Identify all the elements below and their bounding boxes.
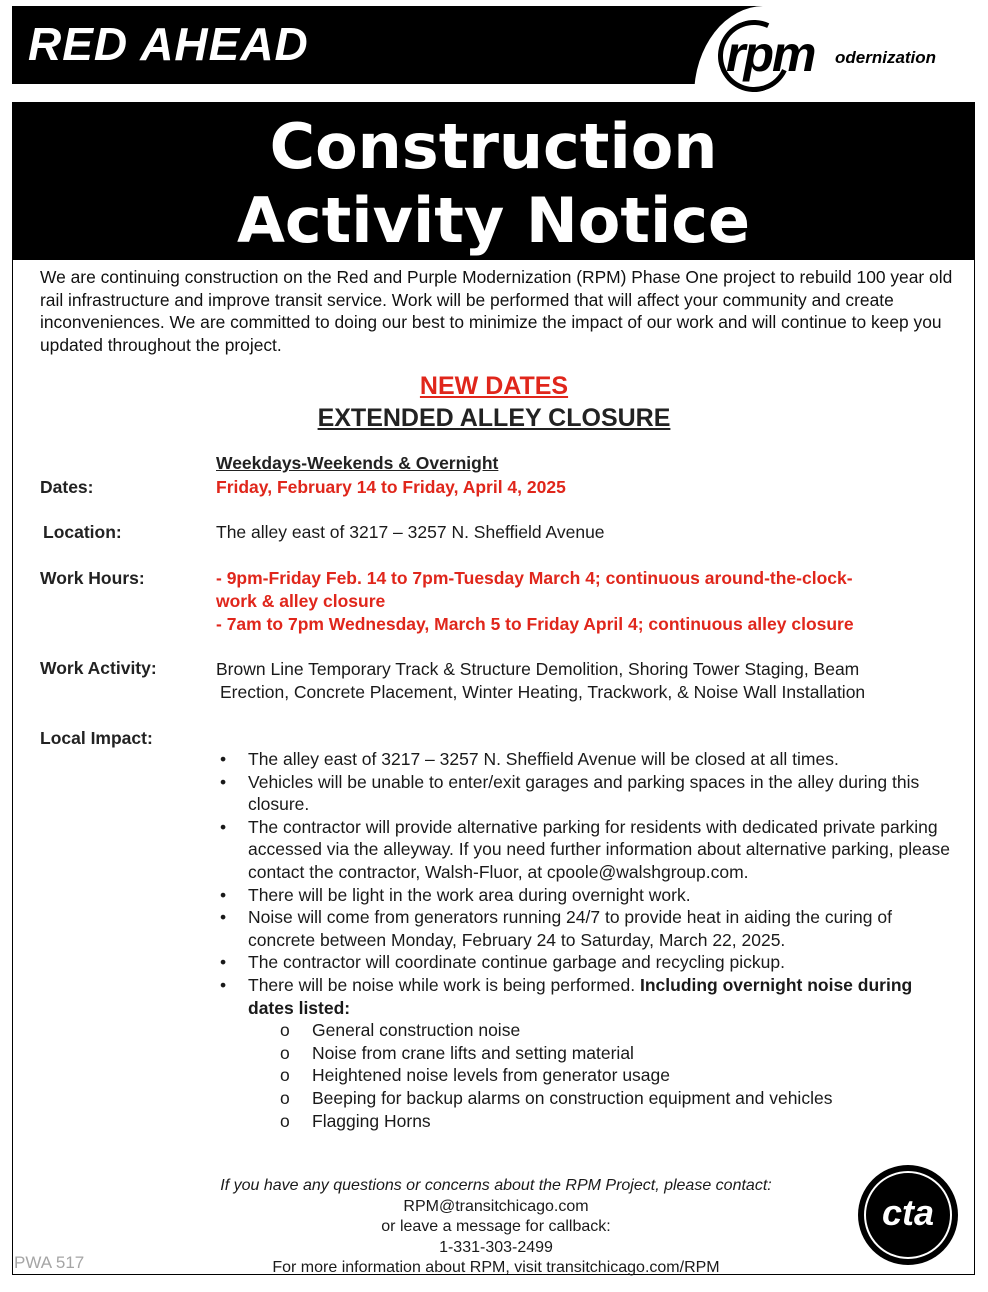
contact-phone[interactable]: 1-331-303-2499 [439,1238,553,1256]
list-item [216,974,961,1019]
sub-list-item: o Heightened noise levels from generator usage [216,1064,961,1087]
work-activity-line-1: Brown Line Temporary Track & Structure Demolition, Shoring Tower Staging, Beam [216,659,860,679]
red-ahead-logo: RED AHEAD [28,18,309,70]
noise-sublist-container [216,1019,961,1132]
dates-label: Dates: [40,477,94,497]
cta-logo-text: cta [881,1192,935,1233]
dates-value: Friday, February 14 to Friday, April 4, 2025 [216,477,566,497]
contact-callback-text: or leave a message for callback: [381,1218,611,1235]
sub-list-item: o General construction noise [216,1019,961,1042]
contact-block [130,1176,862,1279]
location-label: Location: [43,522,122,542]
more-info-link[interactable]: For more information about RPM, visit transitchicago.com/RPM [272,1259,720,1276]
work-hours-line-3: - 7am to 7pm Wednesday, March 5 to Friday April 4; continuous alley closure [216,614,854,634]
list-item: • The contractor will provide alternative parking for residents with dedicated private parking accessed via the alleyway. If you need further information about alternative parking, please contact the contractor, Walsh-Fluor, at cpoole@walshgroup.com. [216,816,961,884]
work-hours-label: Work Hours: [40,568,145,588]
new-dates-heading: NEW DATES [419,372,569,400]
noise-bullet-emphasis: Including overnight noise during dates listed: [248,974,913,1018]
list-item: • The alley east of 3217 – 3257 N. Sheffield Avenue will be closed at all times. [216,748,961,771]
cta-logo [858,1165,958,1265]
title-bar [12,102,975,260]
list-item: • There will be light in the work area during overnight work. [216,884,961,907]
local-impact-label: Local Impact: [40,728,153,748]
extended-closure-heading: EXTENDED ALLEY CLOSURE [317,404,671,432]
work-hours-line-1: - 9pm-Friday Feb. 14 to 7pm-Tuesday March 4; continuous around-the-clock- [216,568,853,588]
sub-list-item: o Noise from crane lifts and setting material [216,1042,961,1065]
location-value: The alley east of 3217 – 3257 N. Sheffield Avenue [216,522,605,542]
title-line-1: Construction [269,110,718,183]
contact-intro: If you have any questions or concerns about the RPM Project, please contact: [220,1177,772,1194]
contact-email[interactable]: RPM@transitchicago.com [403,1197,589,1215]
local-impact-list [216,748,961,1132]
rpm-logo: rpm [726,26,815,82]
noise-bullet-text: There will be noise while work is being performed. [248,974,640,995]
work-activity-line-2: Erection, Concrete Placement, Winter Heating, Trackwork, & Noise Wall Installation [220,682,866,702]
list-item: • Noise will come from generators running 24/7 to provide heat in aiding the curing of concrete between Monday, February 24 to Saturday, March 22, 2025. [216,906,961,951]
intro-paragraph: We are continuing construction on the Red and Purple Modernization (RPM) Phase One project to rebuild 100 year old rail infrastructure and improve transit service. Work will be performed that will affect your community and create inconveniences. We are committed to doing our best to minimize the impact of our work and will continue to keep you updated throughout the project. [40,267,953,356]
sub-list-item: o Flagging Horns [216,1110,961,1133]
work-activity-label: Work Activity: [40,658,157,678]
work-hours-line-2: work & alley closure [216,591,386,611]
noise-sublist [216,1019,961,1132]
list-item: • Vehicles will be unable to enter/exit garages and parking spaces in the alley during this closure. [216,771,961,816]
list-item: • The contractor will coordinate continue garbage and recycling pickup. [216,951,961,974]
title-line-2: Activity Notice [236,184,751,257]
sub-list-item: o Beeping for backup alarms on construction equipment and vehicles [216,1087,961,1110]
rpm-logo-subtitle: odernization [835,48,937,67]
document-code: PWA 517 [14,1253,85,1272]
schedule-type: Weekdays-Weekends & Overnight [216,453,499,473]
